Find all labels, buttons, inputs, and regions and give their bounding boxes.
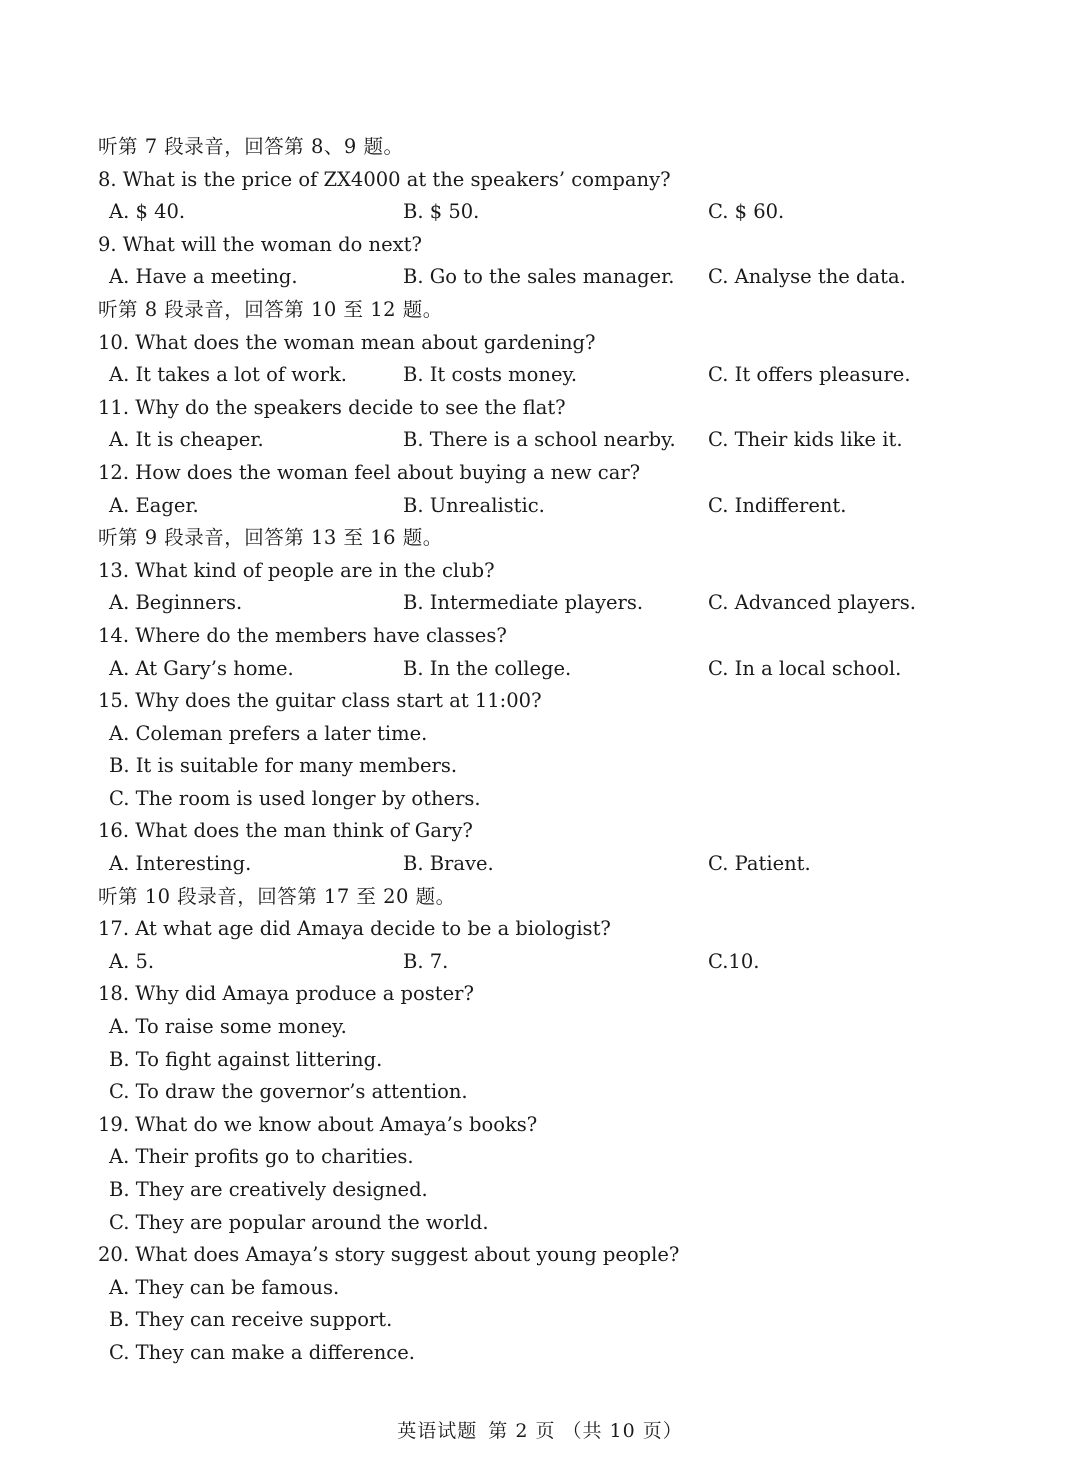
answer-option-a: A. 5. xyxy=(109,949,155,973)
question-stem: 8. What is the price of ZX4000 at the speakers’ company? xyxy=(98,167,671,191)
question-stem: 12. How does the woman feel about buying a new car? xyxy=(98,460,641,484)
answer-option-a: A. Have a meeting. xyxy=(109,265,298,289)
answer-option: B. To fight against littering. xyxy=(109,1047,383,1071)
answer-options-row xyxy=(98,359,998,392)
answer-options-row xyxy=(98,848,998,881)
answer-option: C. They are popular around the world. xyxy=(109,1210,489,1234)
answer-options-row xyxy=(98,946,998,979)
question-stem: 15. Why does the guitar class start at 11:00? xyxy=(98,689,542,713)
answer-options-row xyxy=(98,653,998,686)
answer-option-b: B. In the college. xyxy=(403,656,572,680)
answer-option-b: B. 7. xyxy=(403,949,449,973)
question-stem: 11. Why do the speakers decide to see the flat? xyxy=(98,395,566,419)
answer-option-b: B. Go to the sales manager. xyxy=(403,265,675,289)
answer-option-c: C. Their kids like it. xyxy=(708,428,903,452)
answer-option-c: C. In a local school. xyxy=(708,656,902,680)
answer-option-c: C. Advanced players. xyxy=(708,591,916,615)
answer-option-b: B. Brave. xyxy=(403,852,494,876)
question-stem: 16. What does the man think of Gary? xyxy=(98,819,473,843)
answer-options-row xyxy=(98,261,998,294)
question-stem: 14. Where do the members have classes? xyxy=(98,623,507,647)
answer-option-a: A. At Gary’s home. xyxy=(109,656,294,680)
answer-option-a: A. It is cheaper. xyxy=(109,428,264,452)
answer-option: A. They can be famous. xyxy=(109,1275,340,1299)
answer-option: B. They are creatively designed. xyxy=(109,1178,428,1201)
answer-option: A. Their profits go to charities. xyxy=(109,1145,414,1169)
answer-option-b: B. There is a school nearby. xyxy=(403,428,676,452)
answer-option-c: C. It offers pleasure. xyxy=(708,363,911,387)
answer-option-c: C. Indifferent. xyxy=(708,493,847,517)
answer-option-a: A. It takes a lot of work. xyxy=(109,363,347,387)
footer-subject: 英语试题 xyxy=(397,1420,478,1442)
answer-option-b: B. Intermediate players. xyxy=(403,591,644,615)
answer-option-c: C. $ 60. xyxy=(708,200,785,224)
answer-option-c: C.10. xyxy=(708,949,760,973)
question-list xyxy=(98,131,998,1370)
question-stem: 9. What will the woman do next? xyxy=(98,232,422,256)
answer-option-b: B. Unrealistic. xyxy=(403,493,545,517)
question-stem: 10. What does the woman mean about gardening? xyxy=(98,330,596,354)
answer-option: C. The room is used longer by others. xyxy=(109,786,481,810)
question-stem: 13. What kind of people are in the club? xyxy=(98,558,495,582)
question-stem: 18. Why did Amaya produce a poster? xyxy=(98,982,474,1006)
answer-option: A. To raise some money. xyxy=(109,1015,347,1039)
answer-option-b: B. $ 50. xyxy=(403,200,480,224)
footer-page-number: 第 2 页 （共 10 页） xyxy=(488,1420,683,1442)
section-heading: 听第 8 段录音，回答第 10 至 12 题。 xyxy=(98,297,443,321)
answer-option: B. It is suitable for many members. xyxy=(109,754,458,778)
question-stem: 19. What do we know about Amaya’s books? xyxy=(98,1112,538,1136)
question-stem: 20. What does Amaya’s story suggest about young people? xyxy=(98,1243,680,1267)
answer-option-a: A. Interesting. xyxy=(109,852,252,876)
answer-options-row xyxy=(98,587,998,620)
answer-options-row xyxy=(98,490,998,523)
section-heading: 听第 10 段录音，回答第 17 至 20 题。 xyxy=(98,884,456,908)
answer-option-b: B. It costs money. xyxy=(403,363,578,387)
answer-option: B. They can receive support. xyxy=(109,1308,393,1332)
answer-options-row xyxy=(98,424,998,457)
answer-option-a: A. Eager. xyxy=(109,493,199,517)
answer-option: A. Coleman prefers a later time. xyxy=(109,721,428,745)
answer-options-row xyxy=(98,196,998,229)
section-heading: 听第 9 段录音，回答第 13 至 16 题。 xyxy=(98,526,443,550)
answer-option-c: C. Analyse the data. xyxy=(708,265,906,289)
answer-option-a: A. $ 40. xyxy=(109,200,186,224)
answer-option-c: C. Patient. xyxy=(708,852,811,876)
answer-option: C. They can make a difference. xyxy=(109,1340,415,1364)
answer-option-a: A. Beginners. xyxy=(109,591,243,615)
page-footer xyxy=(0,1416,1080,1443)
answer-option: C. To draw the governor’s attention. xyxy=(109,1080,468,1104)
question-stem: 17. At what age did Amaya decide to be a biologist? xyxy=(98,917,611,941)
section-heading: 听第 7 段录音，回答第 8、9 题。 xyxy=(98,135,404,158)
